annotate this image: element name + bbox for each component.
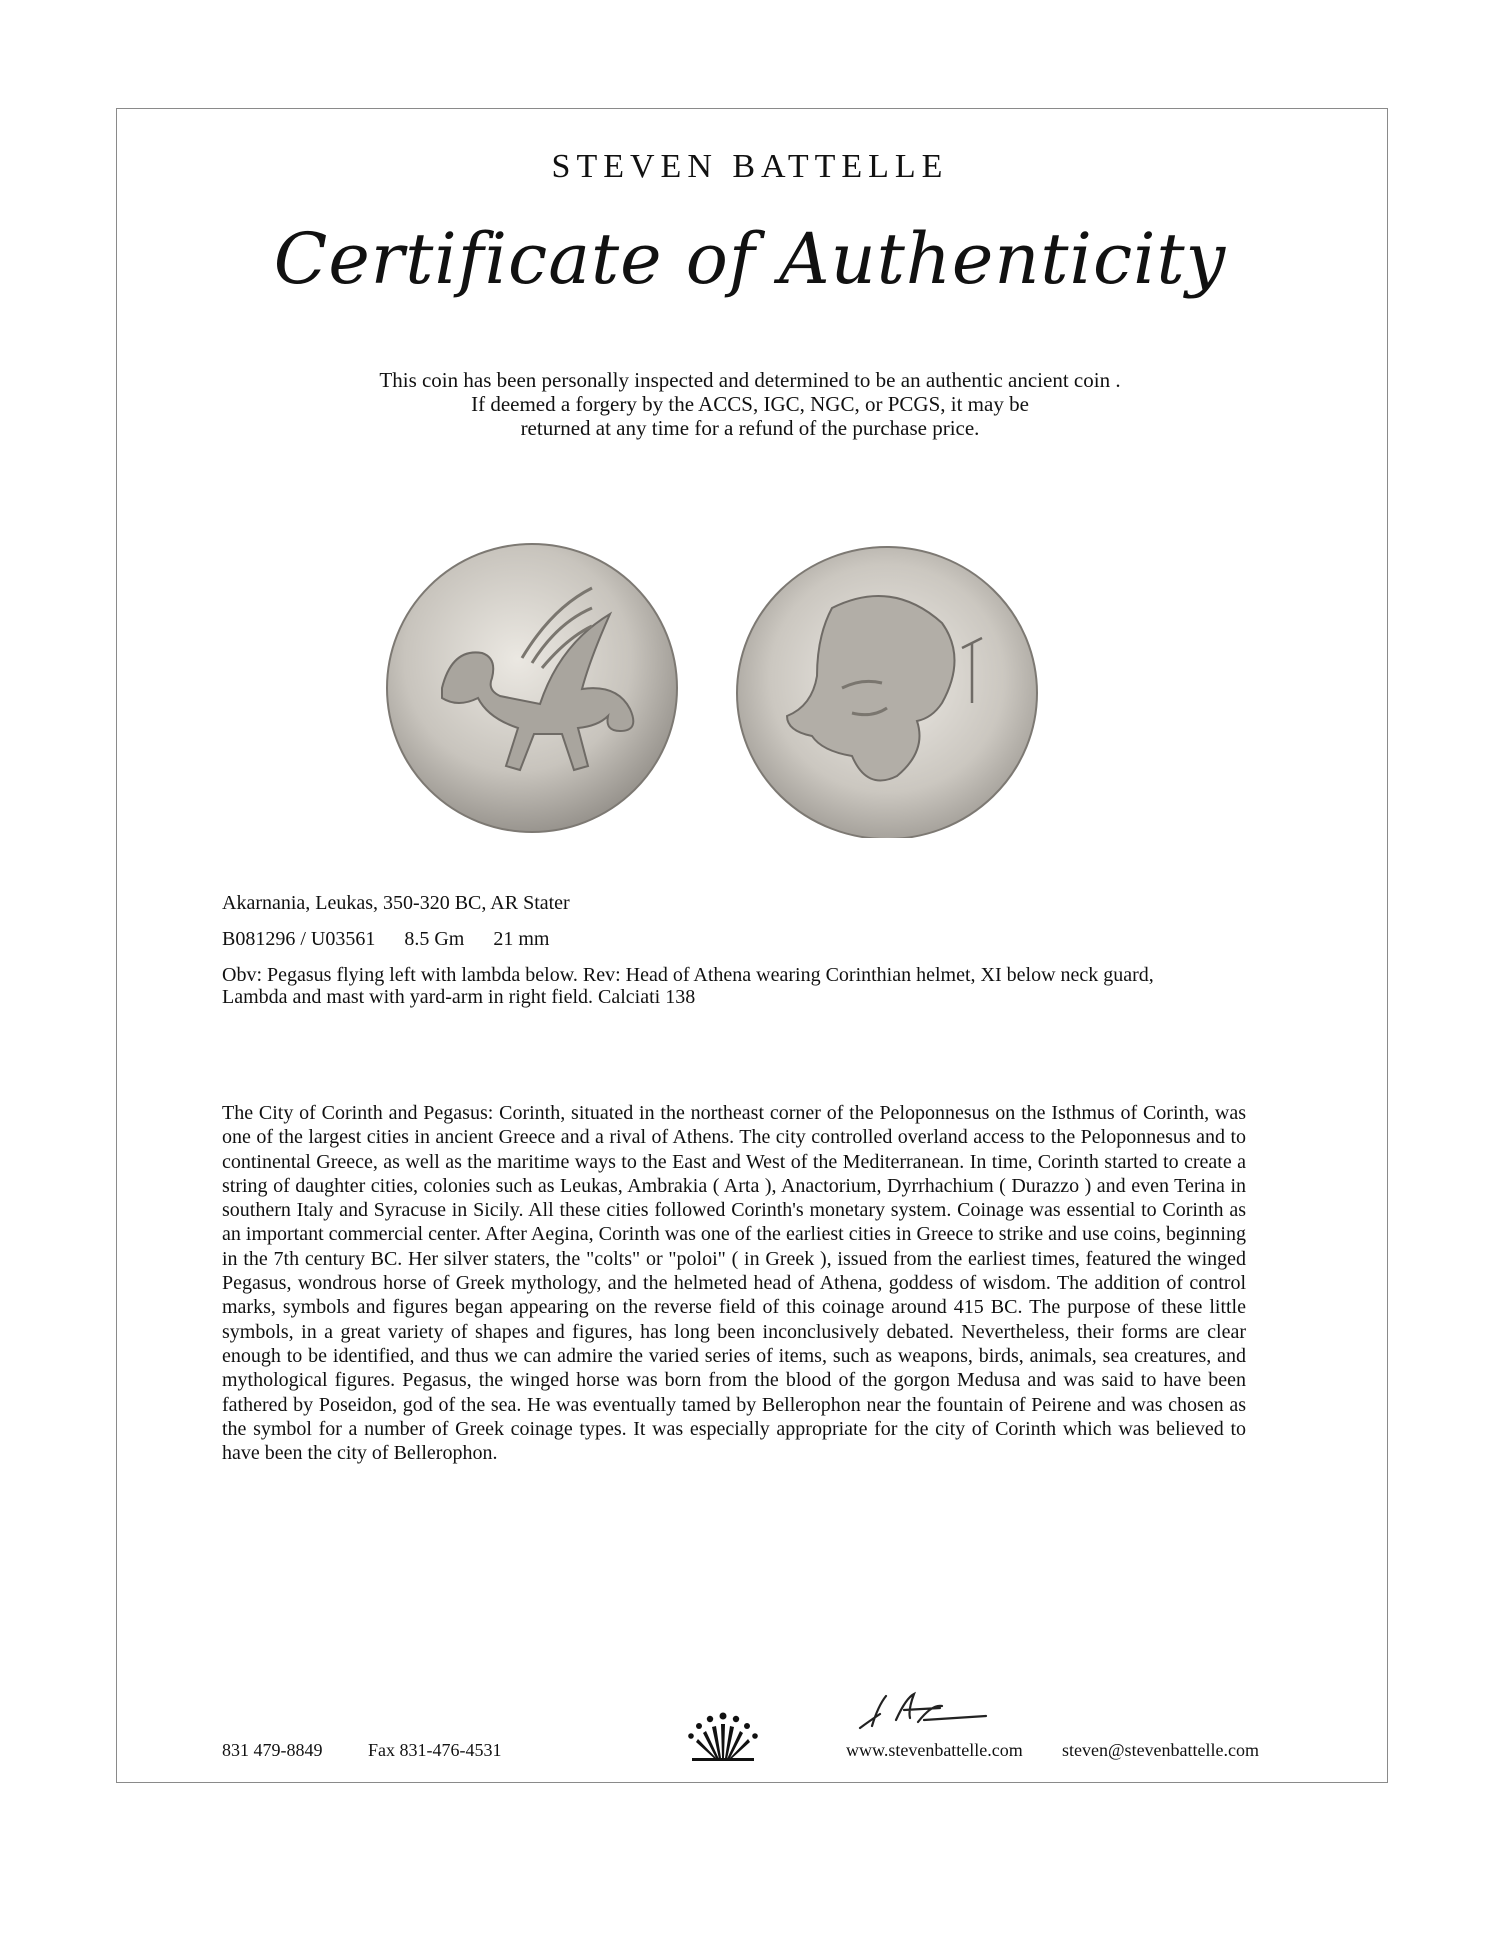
website-link[interactable]: www.stevenbattelle.com — [846, 1740, 1023, 1760]
certificate-title: Certificate of Authenticity — [273, 218, 1227, 300]
pegasus-coin-icon — [387, 544, 677, 832]
guarantee-line-3: returned at any time for a refund of the purchase price. — [520, 416, 980, 440]
footer — [0, 1740, 1500, 1780]
coin-diameter: 21 mm — [493, 928, 550, 950]
guarantee-line-2: If deemed a forgery by the ACCS, IGC, NGC, or PCGS, it may be — [471, 392, 1029, 416]
coin-description: Obv: Pegasus flying left with lambda below. Rev: Head of Athena wearing Corinthian helmet, XI below neck guard, Lambda and mast with yard-arm in right field. Calciati 138 — [222, 964, 1154, 1008]
coin-specifications — [222, 892, 1242, 1022]
guarantee-text — [250, 368, 1250, 440]
email-link[interactable]: steven@stevenbattelle.com — [1062, 1740, 1260, 1760]
coin-details-row — [222, 928, 1242, 950]
coin-images — [372, 538, 1072, 838]
signature-icon — [844, 1690, 994, 1738]
guarantee-line-1: This coin has been personally inspected and determined to be an authentic ancient coin . — [379, 368, 1121, 392]
phone-number[interactable]: 831 479-8849 — [222, 1740, 323, 1760]
coin-weight: 8.5 Gm — [404, 928, 465, 950]
brand-name: STEVEN BATTELLE — [551, 148, 949, 185]
athena-coin-icon — [737, 547, 1037, 838]
fax-number: Fax 831-476-4531 — [368, 1740, 502, 1760]
inventory-number: B081296 / U03561 — [222, 928, 376, 950]
history-paragraph: The City of Corinth and Pegasus: Corinth, situated in the northeast corner of the Peloponnesus on the Isthmus of Corinth, was one of the largest cities in ancient Greece and a rival of Athens. The city controlled overland access to the Peloponnesus and to continental Greece, as well as the maritime ways to the East and West of the Mediterranean. In time, Corinth started to create a string of daughter cities, colonies such as Leukas, Ambrakia ( Arta ), Anactorium, Dyrrhachium ( Durazzo ) and even Terina in southern Italy and Syracuse in Sicily. All these cities followed Corinth's monetary system. Coinage was essential to Corinth as an important commercial center. After Aegina, Corinth was one of the earliest cities in Greece to strike and use coins, beginning in the 7th century BC. Her silver staters, the "colts" or "poloi" ( in Greek ), issued from the earliest times, featured the winged Pegasus, wondrous horse of Greek mythology, and the helmeted head of Athena, goddess of wisdom. The addition of control marks, symbols and figures began appearing on the reverse field of this coinage around 415 BC. The purpose of these little symbols, in a great variety of shapes and figures, has long been inconclusively debated. Nevertheless, their forms are clear enough to be identified, and thus we can admire the varied series of items, such as weapons, birds, animals, sea creatures, and mythological figures. Pegasus, the winged horse was born from the blood of the gorgon Medusa and was said to have been fathered by Poseidon, god of the sea. He was eventually tamed by Bellerophon near the fountain of Peirene and was chosen as the symbol for a number of Greek coinage types. It was especially appropriate for the city of Corinth which was believed to have been the city of Bellerophon. — [222, 1102, 1246, 1465]
coin-title: Akarnania, Leukas, 350-320 BC, AR Stater — [222, 892, 570, 914]
